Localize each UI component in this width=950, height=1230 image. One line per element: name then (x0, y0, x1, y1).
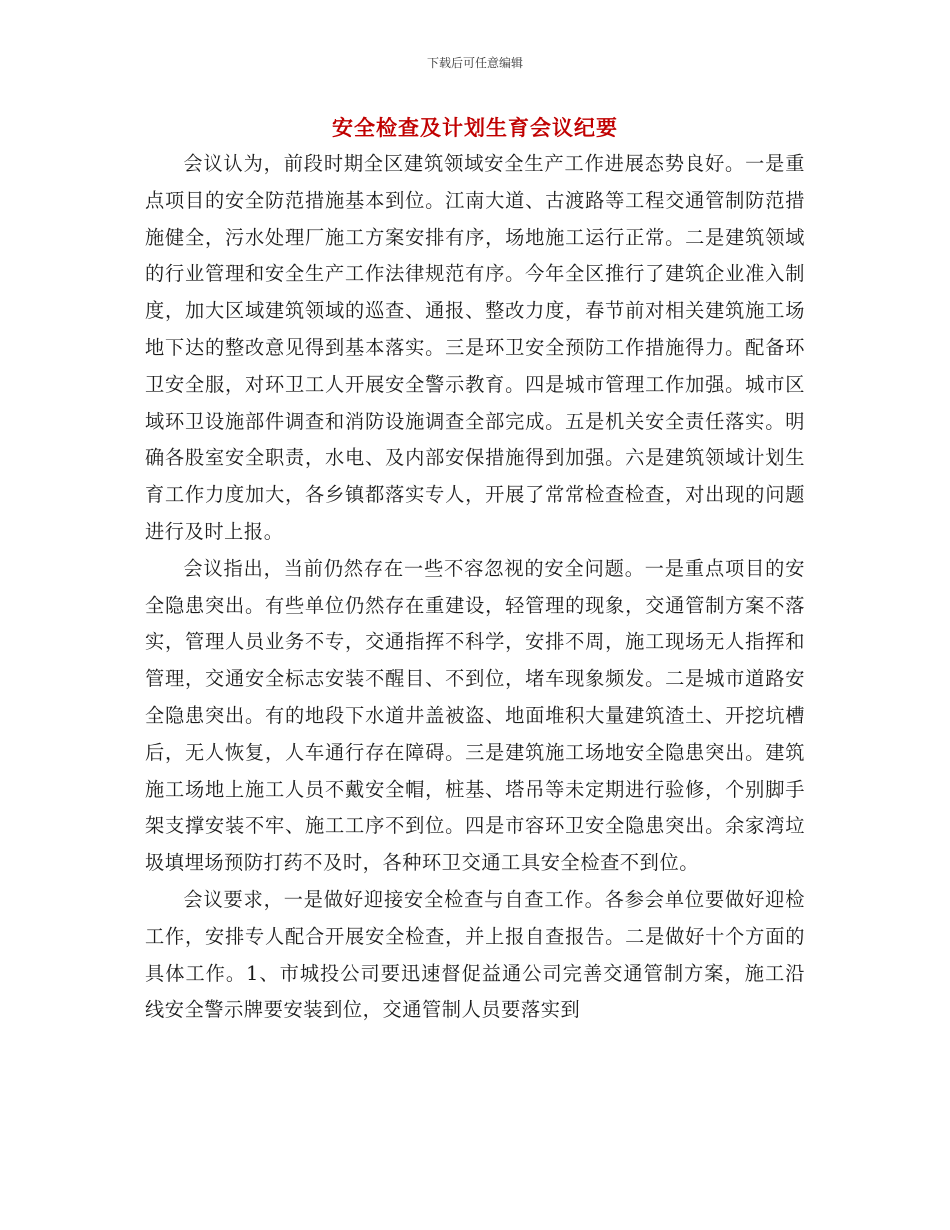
header-note: 下载后可任意编辑 (426, 56, 523, 70)
document-body (145, 146, 805, 1029)
paragraph-1: 会议认为，前段时期全区建筑领域安全生产工作进展态势良好。一是重点项目的安全防范措施基本到位。江南大道、古渡路等工程交通管制防范措施健全，污水处理厂施工方案安排有序，场地施工运行正常。二是建筑领域的行业管理和安全生产工作法律规范有序。今年全区推行了建筑企业准入制度，加大区域建筑领域的巡查、通报、整改力度，春节前对相关建筑施工场地下达的整改意见得到基本落实。三是环卫安全预防工作措施得力。配备环卫安全服，对环卫工人开展安全警示教育。四是城市管理工作加强。城市区域环卫设施部件调查和消防设施调查全部完成。五是机关安全责任落实。明确各股室安全职责，水电、及内部安保措施得到加强。六是建筑领域计划生育工作力度加大，各乡镇都落实专人，开展了常常检查检查，对出现的问题进行及时上报。 (145, 152, 805, 543)
document-title: 安全检查及计划生育会议纪要 (332, 115, 618, 140)
paragraph-3: 会议要求，一是做好迎接安全检查与自查工作。各参会单位要做好迎检工作，安排专人配合开展安全检查，并上报自查报告。二是做好十个方面的具体工作。1、市城投公司要迅速督促益通公司完善交通管制方案，施工沿线安全警示牌要安装到位，交通管制人员要落实到 (145, 887, 805, 1022)
paragraph-2: 会议指出，当前仍然存在一些不容忽视的安全问题。一是重点项目的安全隐患突出。有些单位仍然存在重建设，轻管理的现象，交通管制方案不落实，管理人员业务不专，交通指挥不科学，安排不周，施工现场无人指挥和管理，交通安全标志安装不醒目、不到位，堵车现象频发。二是城市道路安全隐患突出。有的地段下水道井盖被盗、地面堆积大量建筑渣土、开挖坑槽后，无人恢复，人车通行存在障碍。三是建筑施工场地安全隐患突出。建筑施工场地上施工人员不戴安全帽，桩基、塔吊等未定期进行验修，个别脚手架支撑安装不牢、施工工序不到位。四是市容环卫安全隐患突出。余家湾垃圾填埋场预防打药不及时，各种环卫交通工具安全检查不到位。 (145, 556, 805, 875)
